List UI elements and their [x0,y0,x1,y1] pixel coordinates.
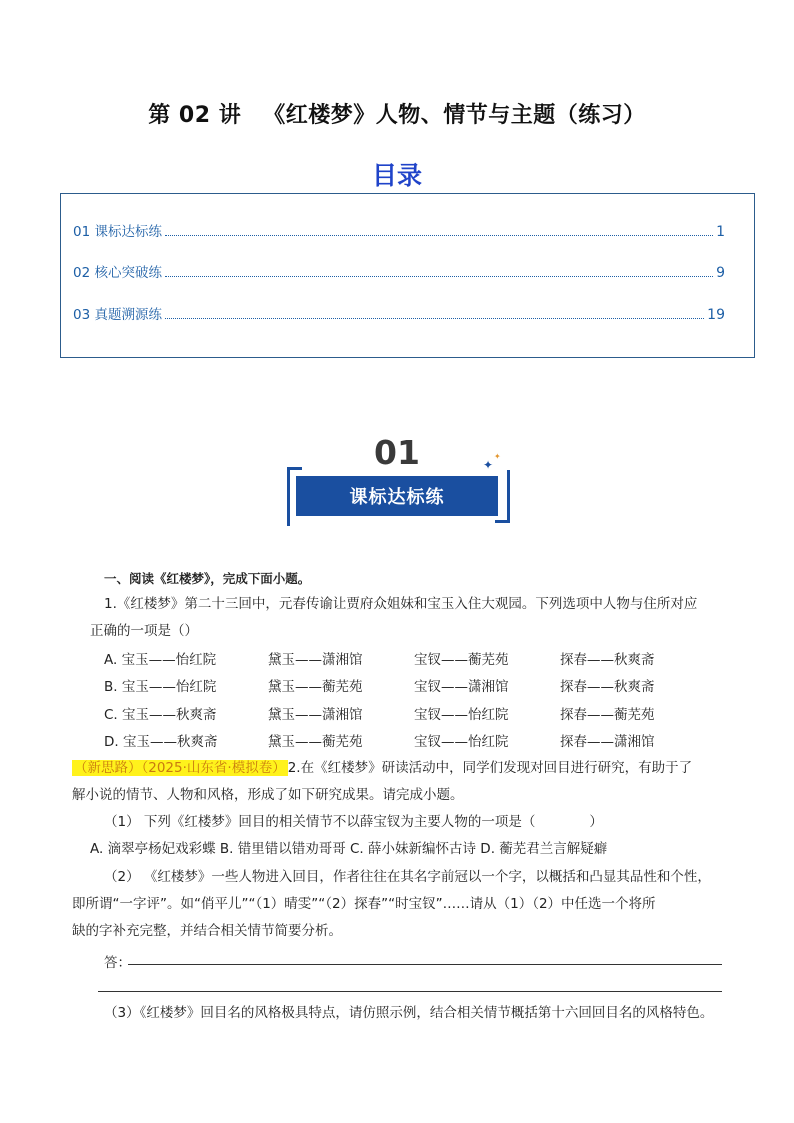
section-banner: 课标达标练 [296,476,498,516]
toc-item-label: 02 核心突破练 [73,265,162,281]
toc-item-1[interactable] [73,220,725,240]
toc-item-2[interactable] [73,261,725,281]
q2-sub2-line3: 缺的字补充完整，并结合相关情节简要分析。 [72,923,342,939]
toc-dot-leader [165,275,713,277]
answer-line[interactable] [98,991,722,992]
toc-heading: 目录 [371,161,422,190]
table-of-contents [60,193,755,358]
q2-text-line1: （新思路）（2025·山东省·模拟卷） 2.在《红楼梦》研读活动中，同学们发现对回目进行研究，有助于了 [74,760,693,776]
option-cell: 宝钗——潇湘馆 [414,679,509,695]
q2-text-line2: 解小说的情节、人物和风格，形成了如下研究成果。请完成小题。 [72,787,464,803]
option-cell: 宝钗——蘅芜苑 [414,652,509,668]
option-cell: 探春——潇湘馆 [560,734,655,750]
sparkle-icon: ✦ [483,458,494,472]
option-cell: 探春——秋爽斋 [560,679,655,695]
q2-sub3: （3）《红楼梦》回目名的风格极具特点，请仿照示例，结合相关情节概括第十六回回目名的风格特色。 [104,1005,714,1021]
option-cell: 宝钗——怡红院 [414,707,509,723]
toc-page-number: 9 [716,265,725,281]
q1-text-line1: 1.《红楼梦》第二十三回中，元春传谕让贾府众姐妹和宝玉入住大观园。下列选项中人物与住所对应 [104,596,698,612]
q2-sub1: （1） 下列《红楼梦》回目的相关情节不以薛宝钗为主要人物的一项是（ ） [104,814,603,830]
option-cell: B. 宝玉——怡红院 [104,679,217,695]
toc-dot-leader [165,317,704,319]
toc-page-number: 1 [716,224,725,240]
page-title [0,98,794,129]
q1-text-line2: 正确的一项是（） [90,623,198,639]
option-cell: D. 宝玉——秋爽斋 [104,734,218,750]
option-cell: 探春——秋爽斋 [560,652,655,668]
answer-line[interactable] [128,964,722,965]
q2-sub1-options: A. 滴翠亭杨妃戏彩蝶 B. 错里错以错劝哥哥 C. 薛小妹新编怀古诗 D. 蘅芜君兰言解疑癖 [90,841,608,857]
section-intro: 一、阅读《红楼梦》，完成下面小题。 [104,571,311,586]
option-cell: 宝钗——怡红院 [414,734,509,750]
toc-page-number: 19 [707,307,725,323]
option-cell: 黛玉——潇湘馆 [268,652,363,668]
option-cell: 黛玉——蘅芜苑 [268,679,363,695]
option-cell: 黛玉——蘅芜苑 [268,734,363,750]
option-cell: A. 宝玉——怡红院 [104,652,217,668]
sparkle-small-icon: ✦ [494,452,501,461]
toc-dot-leader [165,234,713,236]
option-cell: 黛玉——潇湘馆 [268,707,363,723]
q2-sub2-line2: 即所谓“一字评”。如“俏平儿”“（1）晴雯”“（2）探春”“时宝钗”……请从（1）（2）中任选一个将所 [72,896,656,912]
answer-label: 答： [104,955,131,971]
option-cell: 探春——蘅芜苑 [560,707,655,723]
source-tag: （新思路）（2025·山东省·模拟卷） [74,760,286,776]
lesson-title: 《红楼梦》人物、情节与主题（练习） [263,103,646,128]
toc-item-label: 01 课标达标练 [73,224,162,240]
option-cell: C. 宝玉——秋爽斋 [104,707,217,723]
toc-item-label: 03 真题溯源练 [73,307,162,323]
q2-sub2-line1: （2） 《红楼梦》一些人物进入回目，作者往往在其名字前冠以一个字，以概括和凸显其品性和个性， [104,869,711,885]
section-number: 01 [374,433,420,472]
toc-item-3[interactable] [73,303,725,323]
lesson-number: 第 02 讲 [148,103,242,128]
